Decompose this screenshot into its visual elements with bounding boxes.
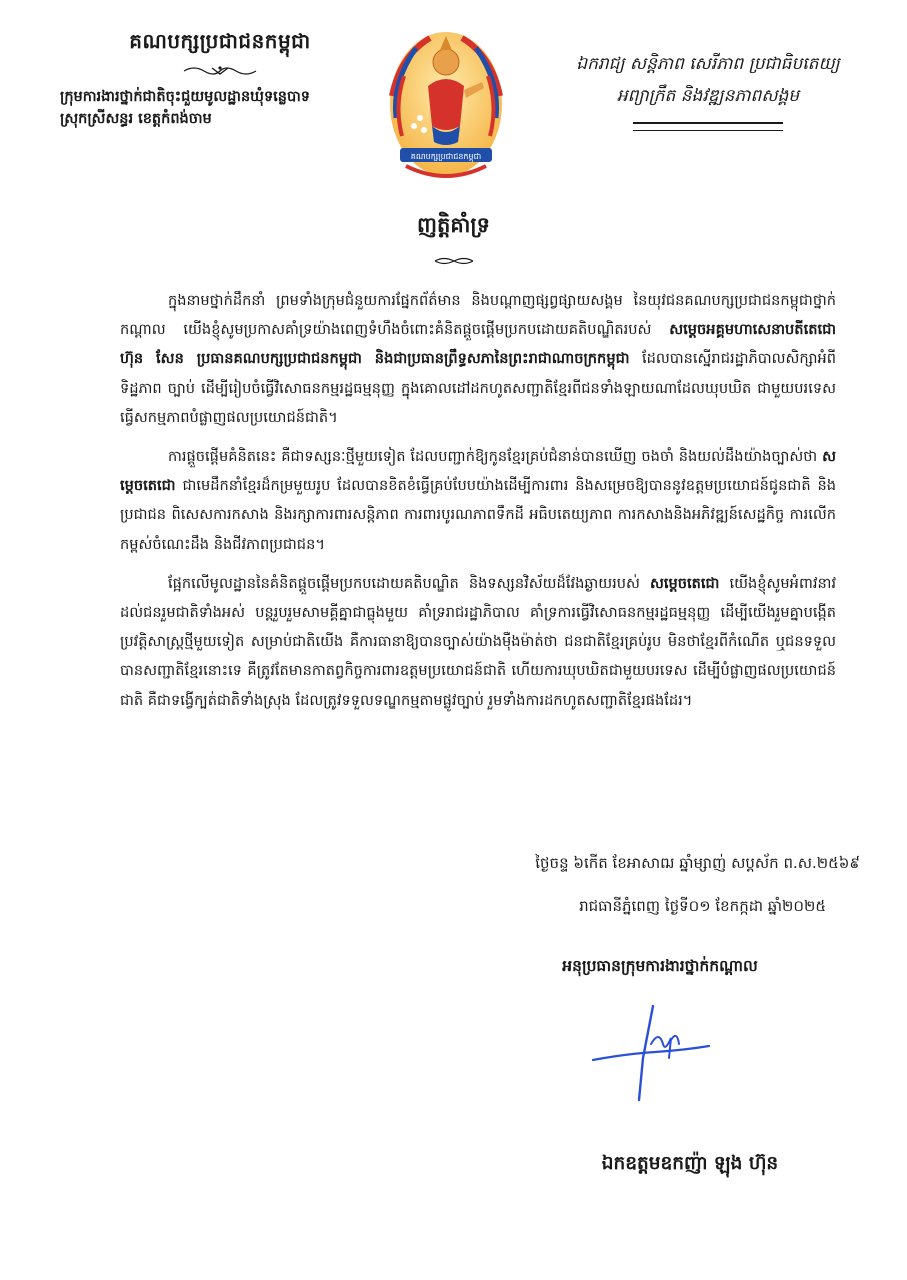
motto-underline (633, 122, 783, 131)
paragraph-2: ការផ្តួចផ្តើមគំនិតនេះ គឺជាទស្សនៈថ្មីមួយទៀត ដែលបញ្ជាក់ឱ្យកូនខ្មែរគ្រប់ជំនាន់បានឃើញ ចងចាំ និងយល់ដឹងយ៉ាងច្បាស់ថា សម្តេចតេជោ ជាមេដឹកនាំខ្មែរដ៏កម្រមួយរូប ដែលបានខិតខំធ្វើគ្រប់បែបយ៉ាងដើម្បីការពារ និងសម្រេចឱ្យបាននូវឧត្តមប្រយោជន៍ជូនជាតិ និងប្រជាជន ពិសេសការកសាង និងរក្សាការពារសន្តិភាព ការពារបូរណភាពទឹកដី អធិបតេយ្យភាព ការកសាងនិងអភិវឌ្ឍន៍សេដ្ឋកិច្ច ការលើកកម្ពស់ចំណេះដឹង និងជីវភាពប្រជាជន។ (120, 448, 836, 553)
lunar-date: ថ្ងៃចន្ទ ៦កើត ខែអាសាឍ ឆ្នាំម្សាញ់ សប្តស័ក ព.ស.២៥៦៩ (535, 854, 860, 872)
signature-icon (585, 1000, 715, 1110)
flourish-ornament-icon (180, 64, 260, 78)
header-left (60, 28, 380, 130)
document-body (120, 286, 836, 725)
logo-banner-text: គណបក្សប្រជាជនកម្ពុជា (410, 152, 482, 161)
motto-line-2: អព្យាក្រឹត និងវឌ្ឍនភាពសង្គម (616, 86, 800, 106)
motto-line-1: ឯករាជ្យ សន្តិភាព សេរីភាព ប្រជាធិបតេយ្យ (576, 54, 840, 74)
document-title: ញត្តិគាំទ្រ (417, 213, 490, 237)
signer-name: ឯកឧត្តមឧកញ៉ា ឡុង ហ៊ុន (601, 1153, 779, 1174)
org-line-2: ស្រុកស្រីសន្ធរ ខេត្តកំពង់ចាម (60, 111, 212, 127)
emphasis-name: សម្តេចតេជោ (120, 448, 836, 495)
paragraph-3: ផ្អែកលើមូលដ្ឋាននៃគំនិតផ្តួចផ្តើមប្រកបដោយគតិបណ្ឌិត និងទស្សនវិស័យដ៏វែងឆ្ងាយរបស់ សម្តេចតេជោ យើងខ្ញុំសូមអំពាវនាវដល់ជនរួមជាតិទាំងអស់ បន្តរួបរួមសាមគ្គីគ្នាជាធ្លុងមួយ គាំទ្ររាជរដ្ឋាភិបាល គាំទ្រការធ្វើវិសោធនកម្មរដ្ឋធម្មនុញ្ញ ដើម្បីយើងរួមគ្នាបង្កើតប្រវត្តិសាស្ត្រថ្មីមួយទៀត សម្រាប់ជាតិយើង គឺការធានាឱ្យបានច្បាស់យ៉ាងម៉ឺងម៉ាត់ថា ជនជាតិខ្មែរគ្រប់រូប មិនថាខ្មែរពីកំណើត ឬជនទទួលបានសញ្ជាតិខ្មែរនោះទេ គឺត្រូវតែមានកាតព្វកិច្ចការពារឧត្តមប្រយោជន៍ជាតិ ហើយការឃុបឃិតជាមួយបរទេស ដើម្បីបំផ្លាញផលប្រយោជន៍ជាតិ គឺជាទង្វើក្បត់ជាតិទាំងស្រុង ដែលត្រូវទទួលទណ្ឌកម្មតាមផ្លូវច្បាប់ រួមទាំងការដកហូតសញ្ជាតិខ្មែរផងដែរ។ (120, 574, 836, 709)
party-name: គណបក្សប្រជាជនកម្ពុជា (129, 29, 311, 53)
emphasis-name: សម្តេចអគ្គមហាសេនាបតីតេជោ ហ៊ុន សែន ប្រធានគណបក្សប្រជាជនកម្ពុជា និងជាប្រធានព្រឹទ្ធសភានៃព្រះរាជាណាចក្រកម្ពុជា (120, 321, 836, 368)
party-logo-icon (386, 26, 506, 186)
paragraph-1: ក្នុងនាមថ្នាក់ដឹកនាំ ព្រមទាំងក្រុមជំនួយការផ្នែកព័ត៌មាន និងបណ្តាញផ្សព្វផ្សាយសង្គម នៃយុវជនគណបក្សប្រជាជនកម្ពុជាថ្នាក់កណ្តាល យើងខ្ញុំសូមប្រកាសគាំទ្រយ៉ាងពេញទំហឹងចំពោះគំនិតផ្តួចផ្តើមប្រកបដោយគតិបណ្ឌិតរបស់ សម្តេចអគ្គមហាសេនាបតីតេជោ ហ៊ុន សែន ប្រធានគណបក្សប្រជាជនកម្ពុជា និងជាប្រធានព្រឹទ្ធសភានៃព្រះរាជាណាចក្រកម្ពុជា ដែលបានស្នើរាជរដ្ឋាភិបាលសិក្សាអំពីទិដ្ឋភាព ច្បាប់ ដើម្បីរៀបចំធ្វើវិសោធនកម្មរដ្ឋធម្មនុញ្ញ ក្នុងគោលដៅដកហូតសញ្ជាតិខ្មែរពីជនទាំងឡាយណាដែលឃុបឃិត ជាមួយបរទេស ធ្វើសកម្មភាពបំផ្លាញផលប្រយោជន៍ជាតិ។ (120, 292, 836, 426)
header-right (548, 48, 868, 131)
emphasis-name: សម្តេចតេជោ (649, 574, 720, 592)
title-ornament-icon (433, 256, 475, 266)
org-line-1: ក្រុមការងារថ្នាក់ជាតិចុះជួយមូលដ្ឋានឃុំទន្លេបាទ (60, 89, 310, 105)
signer-title: អនុប្រធានក្រុមការងារថ្នាក់កណ្តាល (562, 957, 758, 975)
solar-date: រាជធានីភ្នំពេញ ថ្ងៃទី០១ ខែកក្កដា ឆ្នាំ២០២៥ (579, 897, 826, 915)
